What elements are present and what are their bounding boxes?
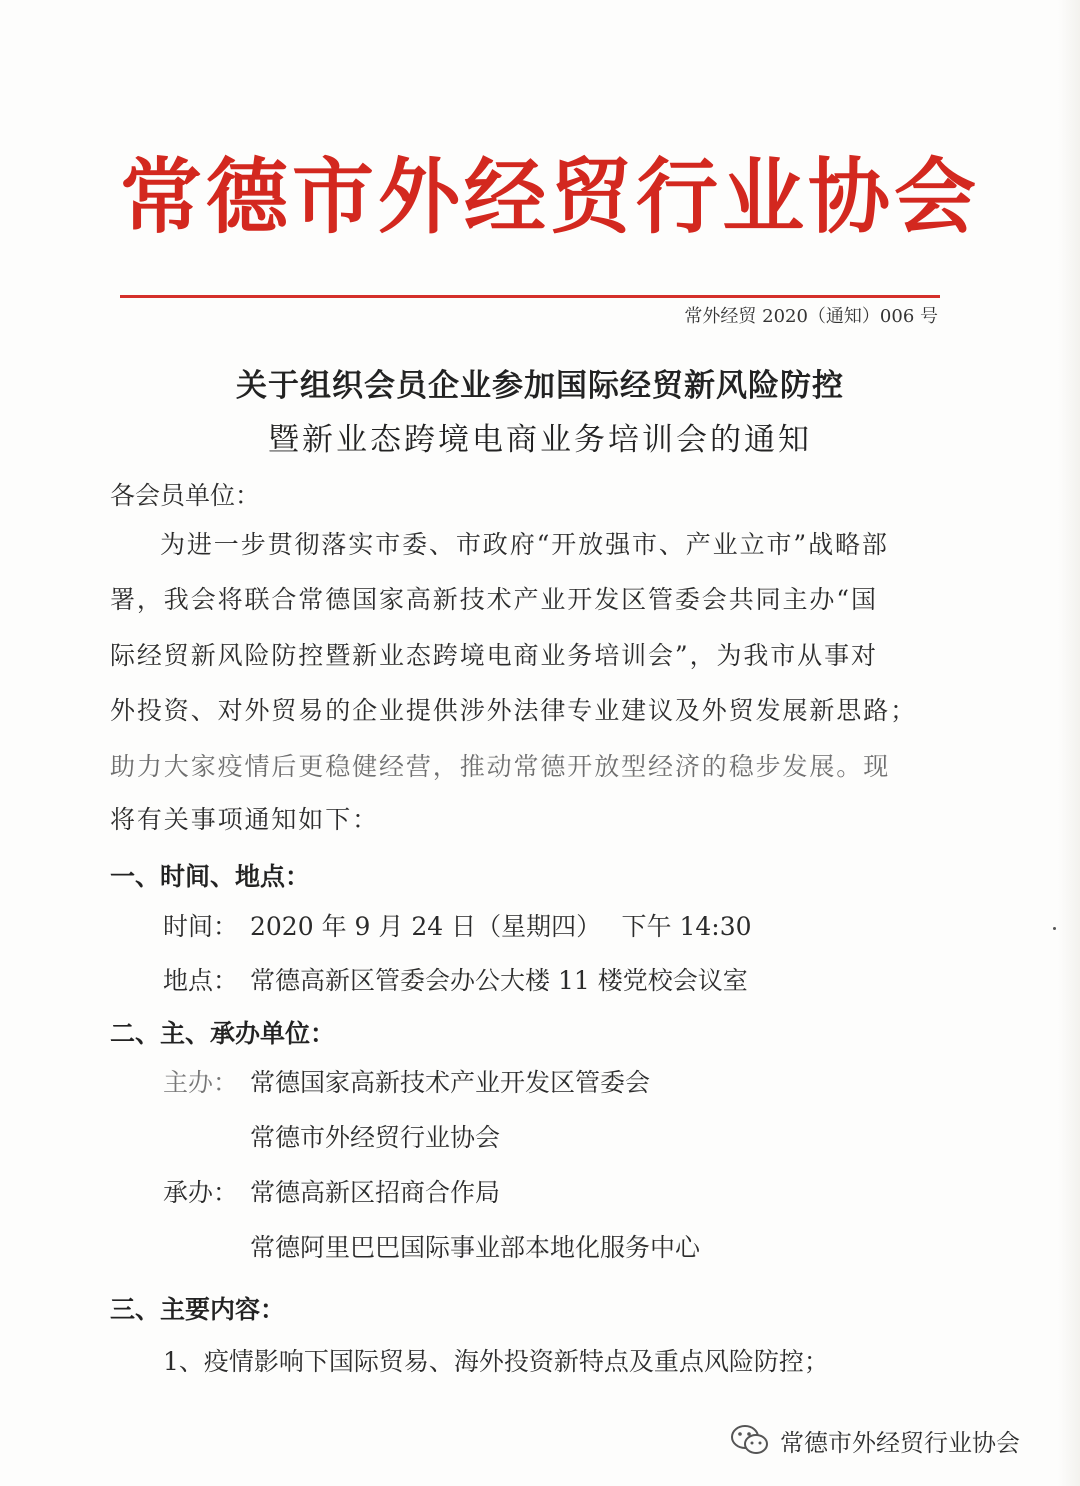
document-number: 常外经贸 2020（通知）006 号	[684, 306, 938, 327]
intro-line: 外投资、对外贸易的企业提供涉外法律专业建议及外贸发展新思路；	[110, 696, 918, 725]
time-value: 2020 年 9 月 24 日（星期四） 下午 14:30	[250, 912, 752, 941]
organizer-item: 常德高新区招商合作局	[250, 1178, 501, 1207]
place-value: 常德高新区管委会办公大楼 11 楼党校会议室	[250, 966, 748, 995]
section-heading-time-place: 一、时间、地点：	[110, 862, 311, 891]
intro-line: 际经贸新风险防控暨新业态跨境电商业务培训会”，为我市从事对	[110, 641, 878, 670]
wechat-icon	[730, 1423, 770, 1457]
salutation: 各会员单位：	[110, 481, 261, 510]
host-label: 主办：	[163, 1068, 239, 1097]
intro-line: 助力大家疫情后更稳健经营，推动常德开放型经济的稳步发展。现	[110, 752, 891, 781]
host-item: 常德市外经贸行业协会	[250, 1123, 501, 1152]
section-heading-hosts: 二、主、承办单位：	[110, 1019, 336, 1048]
letterhead-title: 常德市外经贸行业协会	[120, 150, 981, 245]
notice-title-line-2: 暨新业态跨境电商业务培训会的通知	[268, 422, 812, 458]
intro-line: 将有关事项通知如下：	[110, 805, 380, 834]
section-heading-content: 三、主要内容：	[110, 1295, 286, 1324]
organizer-item: 常德阿里巴巴国际事业部本地化服务中心	[250, 1233, 701, 1262]
notice-title-line-1: 关于组织会员企业参加国际经贸新风险防控	[236, 368, 844, 404]
organizer-label: 承办：	[163, 1178, 239, 1207]
watermark-text: 常德市外经贸行业协会	[780, 1428, 1020, 1457]
content-item: 1、疫情影响下国际贸易、海外投资新特点及重点风险防控；	[163, 1347, 829, 1376]
place-label: 地点：	[163, 966, 239, 995]
intro-line: 署，我会将联合常德国家高新技术产业开发区管委会共同主办“国	[110, 585, 878, 614]
host-item: 常德国家高新技术产业开发区管委会	[250, 1068, 651, 1097]
wechat-watermark	[730, 1418, 1060, 1462]
intro-line: 为进一步贯彻落实市委、市政府“开放强市、产业立市”战略部	[160, 530, 889, 559]
time-label: 时间：	[163, 912, 239, 941]
scan-speck	[1053, 927, 1056, 930]
page-edge-shadow	[1058, 0, 1080, 1486]
letterhead-red-rule	[120, 295, 940, 298]
